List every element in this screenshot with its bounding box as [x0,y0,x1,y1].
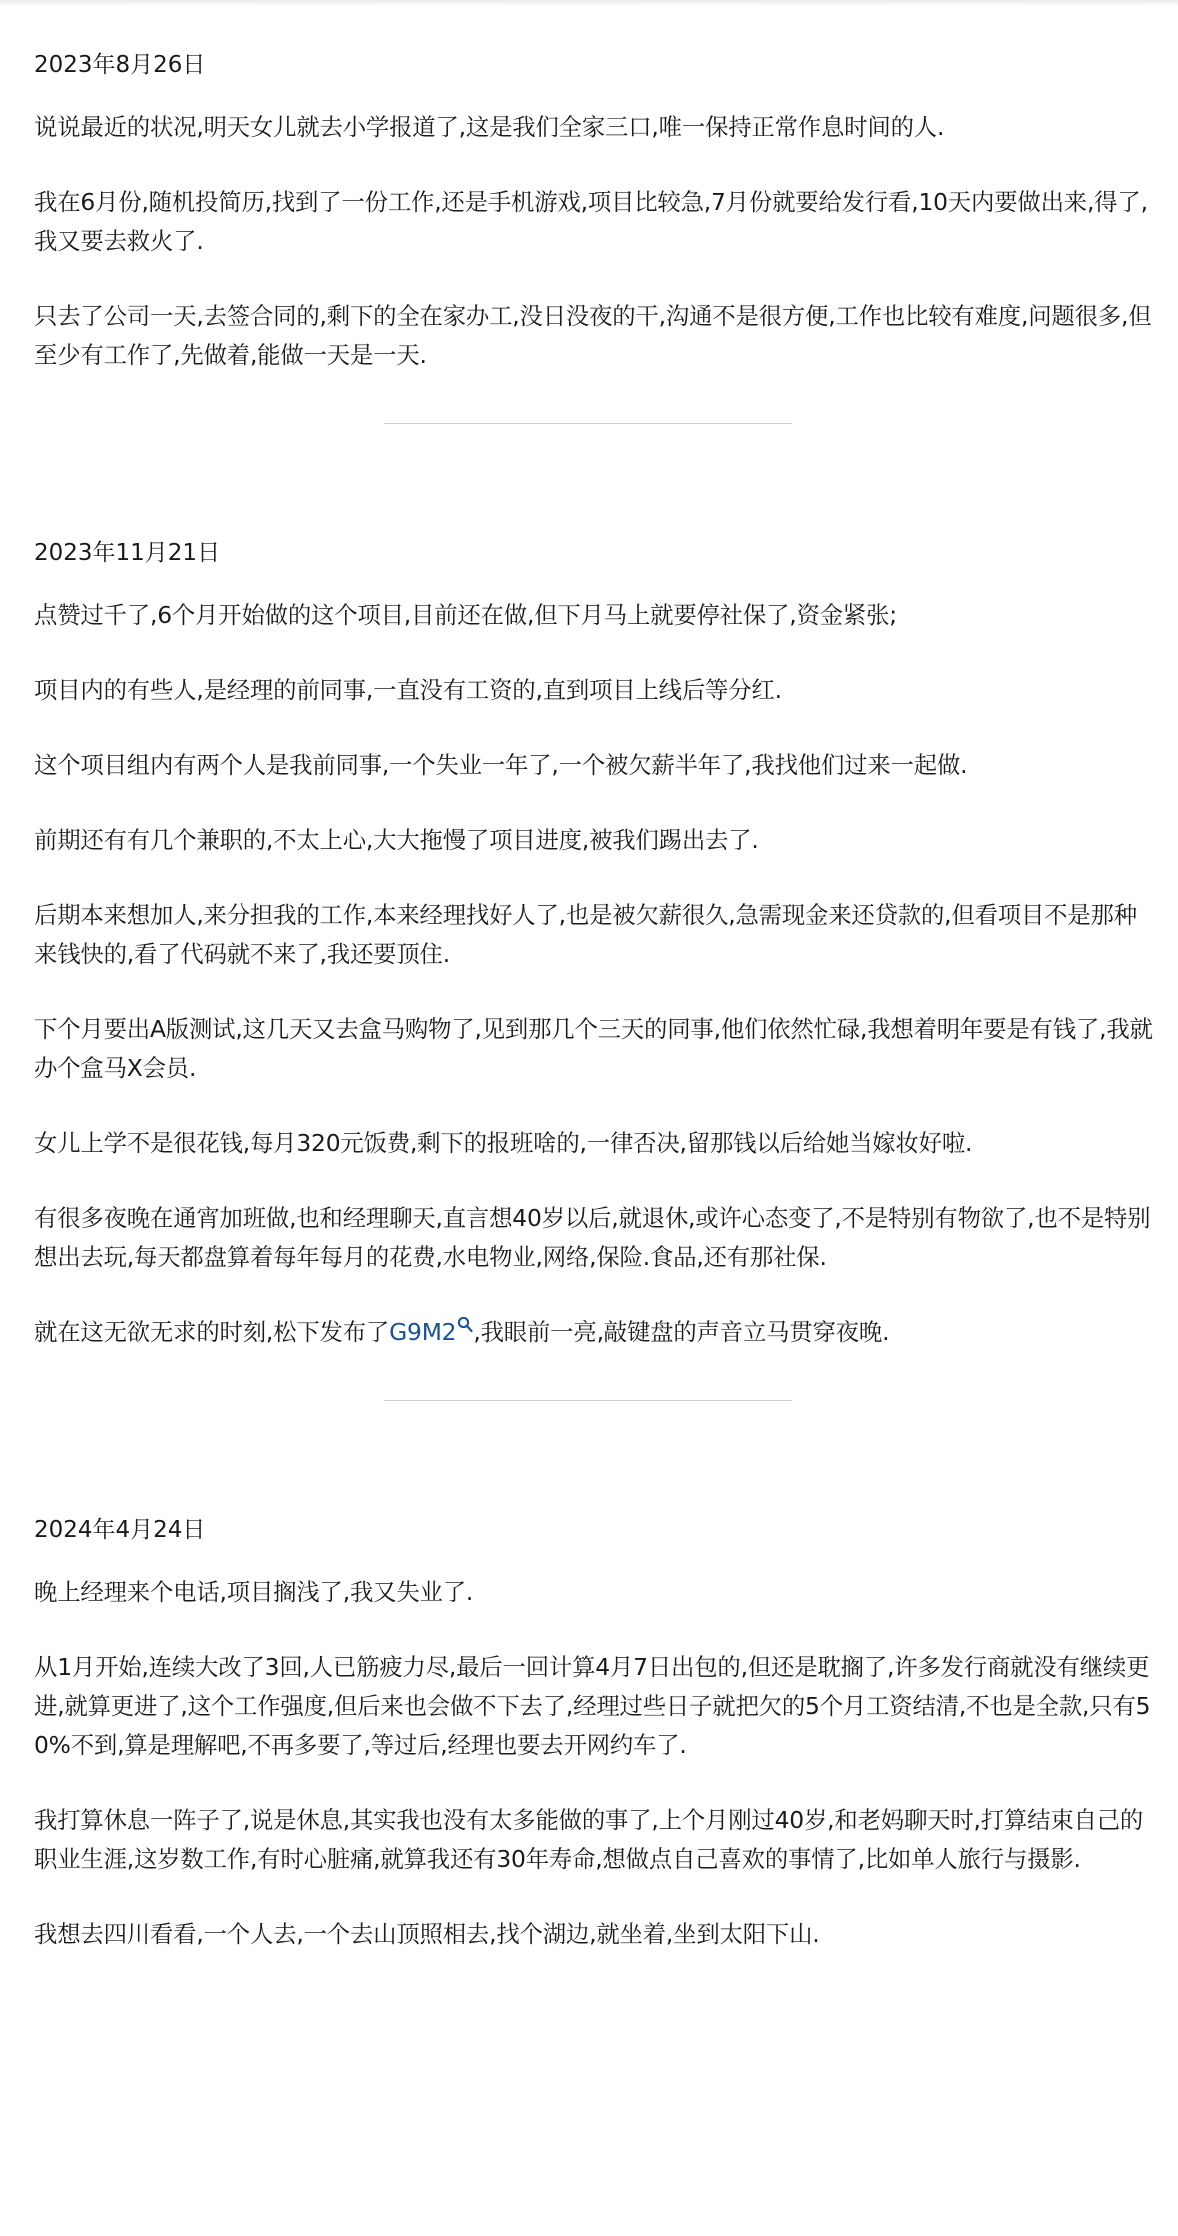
paragraph: 我打算休息一阵子了,说是休息,其实我也没有太多能做的事了,上个月刚过40岁,和老妈聊天时,打算结束自己的职业生涯,这岁数工作,有时心脏痛,就算我还有30年寿命,想做点自己喜欢的事情了,比如单人旅行与摄影. [34,1806,1144,1873]
entry-date: 2024年4月24日 [34,1517,206,1543]
paragraph: 只去了公司一天,去签合同的,剩下的全在家办工,没日没夜的干,沟通不是很方便,工作也比较有难度,问题很多,但至少有工作了,先做着,能做一天是一天. [34,302,1152,369]
paragraph: 这个项目组内有两个人是我前同事,一个失业一年了,一个被欠薪半年了,我找他们过来一起做. [34,751,968,779]
entry-2023-11-21 [34,424,1154,1352]
paragraph: 前期还有有几个兼职的,不太上心,大大拖慢了项目进度,被我们踢出去了. [34,826,759,854]
paragraph: 下个月要出A版测试,这几天又去盒马购物了,见到那几个三天的同事,他们依然忙碌,我想着明年要是有钱了,我就办个盒马X会员. [34,1015,1153,1082]
article-body [34,0,1154,1990]
paragraph-text-after-link: ,我眼前一亮,敲键盘的声音立马贯穿夜晚. [473,1318,890,1346]
paragraph: 项目内的有些人,是经理的前同事,一直没有工资的,直到项目上线后等分红. [34,676,782,704]
paragraph: 晚上经理来个电话,项目搁浅了,我又失业了. [34,1578,474,1606]
entry-date: 2023年11月21日 [34,540,221,566]
paragraph: 说说最近的状况,明天女儿就去小学报道了,这是我们全家三口,唯一保持正常作息时间的人. [34,113,945,141]
paragraph-with-link [34,1313,1154,1352]
paragraph: 我在6月份,随机投简历,找到了一份工作,还是手机游戏,项目比较急,7月份就要给发行看,10天内要做出来,得了,我又要去救火了. [34,188,1148,255]
search-icon[interactable] [457,1316,473,1334]
paragraph: 我想去四川看看,一个人去,一个去山顶照相去,找个湖边,就坐着,坐到太阳下山. [34,1920,820,1948]
paragraph: 点赞过千了,6个月开始做的这个项目,目前还在做,但下月马上就要停社保了,资金紧张; [34,601,897,629]
link-text[interactable]: G9M2 [389,1318,457,1346]
entry-2023-08-26 [34,0,1154,375]
paragraph: 有很多夜晚在通宵加班做,也和经理聊天,直言想40岁以后,就退休,或许心态变了,不是特别有物欲了,也不是特别想出去玩,每天都盘算着每年每月的花费,水电物业,网络,保险.食品,还有那社保. [34,1204,1151,1271]
paragraph: 后期本来想加人,来分担我的工作,本来经理找好人了,也是被欠薪很久,急需现金来还贷款的,但看项目不是那种来钱快的,看了代码就不来了,我还要顶住. [34,901,1137,968]
paragraph: 从1月开始,连续大改了3回,人已筋疲力尽,最后一回计算4月7日出包的,但还是耽搁了,许多发行商就没有继续更进,就算更进了,这个工作强度,但后来也会做不下去了,经理过些日子就把欠的5个月工资结清,不也是全款,只有50%不到,算是理解吧,不再多要了,等过后,经理也要去开网约车了. [34,1653,1151,1759]
paragraph: 女儿上学不是很花钱,每月320元饭费,剩下的报班啥的,一律否决,留那钱以后给她当嫁妆好啦. [34,1129,973,1157]
product-link-g9m2[interactable] [389,1318,473,1346]
paragraph-text-before-link: 就在这无欲无求的时刻,松下发布了 [34,1318,390,1346]
entry-2024-04-24 [34,1401,1154,1954]
entry-date: 2023年8月26日 [34,52,206,78]
